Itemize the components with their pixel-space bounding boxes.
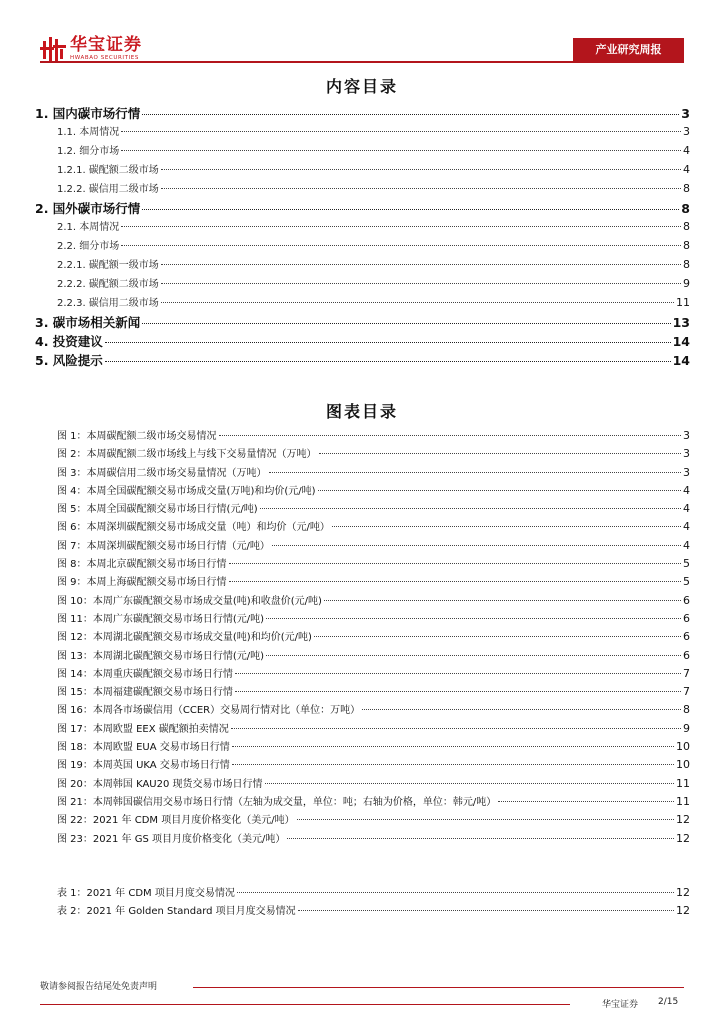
toc-entry-page: 8 (681, 201, 690, 216)
toc-entry-label: 2. 国外碳市场行情 (35, 201, 141, 216)
dot-leader (332, 526, 681, 527)
figure-entry-label: 图 5：本周全国碳配额交易市场日行情(元/吨) (57, 504, 258, 516)
toc-entry-page: 13 (672, 315, 690, 330)
figure-entry-label: 图 16：本周各市场碳信用（CCER）交易周行情对比（单位：万吨） (57, 705, 361, 717)
toc-entry-label: 2.2. 细分市场 (57, 241, 120, 252)
figure-entry-page: 9 (683, 721, 690, 735)
dot-leader (498, 801, 674, 802)
table-entry-label: 表 1：2021 年 CDM 项目月度交易情况 (57, 888, 235, 899)
figure-entry[interactable] (57, 647, 690, 665)
figure-entry[interactable] (57, 738, 690, 756)
figure-entry-page: 3 (683, 447, 690, 461)
figure-entry-page: 7 (683, 666, 690, 680)
dot-leader (161, 302, 674, 303)
figure-entry-label: 图 19：本周英国 UKA 交易市场日行情 (57, 760, 230, 772)
toc-entry-page: 4 (683, 144, 690, 157)
tables-list (57, 884, 690, 921)
figure-entry-page: 10 (676, 740, 690, 754)
table-entry[interactable] (57, 902, 690, 920)
dot-leader (231, 728, 681, 729)
toc-entry[interactable] (35, 237, 690, 256)
figure-entry[interactable] (57, 793, 690, 811)
figure-entry-page: 4 (683, 520, 690, 534)
dot-leader (287, 838, 674, 839)
logo-english-name: HWABAO SECURITIES (70, 55, 139, 61)
figure-entry[interactable] (57, 811, 690, 829)
toc-entry-label: 1.1. 本周情况 (57, 127, 120, 138)
figure-entry-label: 图 8：本周北京碳配额交易市场日行情 (57, 559, 227, 571)
toc-entry[interactable] (35, 180, 690, 199)
disclaimer-note: 敬请参阅报告结尾处免责声明 (40, 982, 158, 992)
toc-entry-page: 8 (683, 258, 690, 271)
figure-entry[interactable] (57, 500, 690, 518)
company-logo (40, 35, 142, 63)
dot-leader (232, 764, 674, 765)
figure-entry-page: 6 (683, 593, 690, 607)
toc-entry-label: 1.2.2. 碳信用二级市场 (57, 184, 159, 195)
figure-entry[interactable] (57, 830, 690, 848)
toc-entry-label: 1. 国内碳市场行情 (35, 106, 141, 121)
toc-entry[interactable] (35, 313, 690, 332)
dot-leader (235, 673, 681, 674)
dot-leader (121, 150, 681, 151)
figure-entry-page: 3 (683, 465, 690, 479)
toc-entry[interactable] (35, 256, 690, 275)
dot-leader (229, 581, 681, 582)
figure-entry-label: 图 22：2021 年 CDM 项目月度价格变化（美元/吨） (57, 815, 295, 827)
dot-leader (324, 600, 681, 601)
toc-entry-page: 9 (683, 277, 690, 290)
dot-leader (269, 472, 681, 473)
dot-leader (142, 323, 670, 324)
toc-entry-label: 3. 碳市场相关新闻 (35, 315, 141, 330)
figure-entry-label: 图 1：本周碳配额二级市场交易情况 (57, 431, 217, 442)
figure-entry[interactable] (57, 537, 690, 555)
figure-entry-label: 图 17：本周欧盟 EEX 碳配额拍卖情况 (57, 723, 229, 735)
dot-leader (142, 114, 679, 115)
figure-entry-label: 图 13：本周湖北碳配额交易市场日行情(元/吨) (57, 650, 265, 662)
figure-entry-label: 图 10：本周广东碳配额交易市场成交量(吨)和收盘价(元/吨) (57, 595, 322, 607)
figure-entry-page: 4 (683, 538, 690, 552)
contents-list (35, 104, 690, 370)
toc-entry-page: 8 (683, 182, 690, 195)
logo-chinese-name: 华宝证券 (70, 35, 142, 55)
toc-entry[interactable] (35, 275, 690, 294)
toc-entry-page: 14 (672, 353, 690, 368)
figure-entry[interactable] (57, 592, 690, 610)
dot-leader (266, 655, 681, 656)
figure-entry[interactable] (57, 427, 690, 445)
figure-entry-label: 图 11：本周广东碳配额交易市场日行情(元/吨) (57, 613, 265, 625)
figure-entry-page: 4 (683, 483, 690, 497)
toc-entry-label: 1.2.1. 碳配额二级市场 (57, 165, 159, 176)
dot-leader (161, 264, 681, 265)
toc-entry[interactable] (35, 161, 690, 180)
footer-divider (193, 987, 684, 988)
toc-entry-label: 2.2.1. 碳配额一级市场 (57, 260, 159, 271)
toc-entry-page: 14 (672, 334, 690, 349)
dot-leader (297, 819, 674, 820)
dot-leader (161, 169, 681, 170)
figure-entry-label: 图 6：本周深圳碳配额交易市场成交量（吨）和均价（元/吨） (57, 522, 330, 534)
dot-leader (232, 746, 674, 747)
figure-entry[interactable] (57, 720, 690, 738)
toc-entry-page: 11 (676, 296, 690, 309)
dot-leader (298, 910, 674, 911)
figure-entry-page: 8 (683, 703, 690, 717)
figure-entry-page: 10 (676, 758, 690, 772)
table-entry-page: 12 (676, 886, 690, 899)
figure-entry-label: 图 15：本周福建碳配额交易市场日行情 (57, 687, 233, 699)
dot-leader (237, 892, 674, 893)
figure-entry[interactable] (57, 756, 690, 774)
table-entry-label: 表 2：2021 年 Golden Standard 项目月度交易情况 (57, 906, 296, 918)
figure-entry-label: 图 9：本周上海碳配额交易市场日行情 (57, 577, 227, 589)
toc-entry-page: 3 (681, 106, 690, 121)
table-entry-page: 12 (676, 904, 690, 918)
figure-entry-page: 7 (683, 685, 690, 699)
toc-entry[interactable] (35, 104, 690, 123)
figure-entry[interactable] (57, 464, 690, 482)
figure-entry[interactable] (57, 683, 690, 701)
hwabao-logo-icon (40, 35, 66, 63)
toc-entry-page: 8 (683, 220, 690, 233)
dot-leader (219, 435, 681, 436)
dot-leader (235, 691, 681, 692)
figure-entry-page: 11 (676, 794, 690, 808)
dot-leader (319, 453, 681, 454)
page-number: 2/15 (658, 997, 679, 1007)
figure-entry-label: 图 7：本周深圳碳配额交易市场日行情（元/吨） (57, 540, 270, 552)
figure-entry-label: 图 23：2021 年 GS 项目月度价格变化（美元/吨） (57, 833, 286, 845)
figure-entry-page: 5 (683, 575, 690, 589)
figure-entry[interactable] (57, 628, 690, 646)
dot-leader (121, 245, 681, 246)
figure-entry[interactable] (57, 482, 690, 500)
figure-entry[interactable] (57, 518, 690, 536)
dot-leader (266, 618, 681, 619)
header-divider (40, 61, 684, 63)
figure-entry-page: 6 (683, 611, 690, 625)
dot-leader (161, 188, 681, 189)
figure-entry-page: 6 (683, 648, 690, 662)
page-header (0, 0, 724, 70)
figure-entry-label: 图 12：本周湖北碳配额交易市场成交量(吨)和均价(元/吨) (57, 632, 312, 644)
dot-leader (265, 783, 674, 784)
toc-entry[interactable] (35, 351, 690, 370)
figure-entry-label: 图 3：本周碳信用二级市场交易量情况（万吨） (57, 467, 267, 479)
toc-entry-page: 8 (683, 239, 690, 252)
toc-entry-label: 2.1. 本周情况 (57, 222, 120, 233)
figure-entry-label: 图 14：本周重庆碳配额交易市场日行情 (57, 668, 233, 680)
dot-leader (272, 545, 681, 546)
figure-entry[interactable] (57, 775, 690, 793)
figure-entry-label: 图 20：本周韩国 KAU20 现货交易市场日行情 (57, 778, 263, 790)
dot-leader (105, 342, 671, 343)
figure-entry-label: 图 2：本周碳配额二级市场线上与线下交易量情况（万吨） (57, 449, 317, 461)
figure-entry-page: 11 (676, 776, 690, 790)
toc-entry[interactable] (35, 142, 690, 161)
dot-leader (318, 490, 681, 491)
figure-entry-page: 12 (676, 813, 690, 827)
figure-entry-page: 12 (676, 831, 690, 845)
contents-title: 内容目录 (325, 77, 398, 96)
dot-leader (314, 636, 681, 637)
figure-entry-page: 4 (683, 502, 690, 516)
footer-brand: 华宝证券 (602, 1000, 639, 1010)
footer-bottom-divider (40, 1004, 570, 1005)
toc-entry[interactable] (35, 294, 690, 313)
figure-entry[interactable] (57, 445, 690, 463)
dot-leader (229, 563, 681, 564)
toc-entry-label: 1.2. 细分市场 (57, 146, 120, 157)
figure-entry-page: 3 (683, 429, 690, 442)
figure-entry[interactable] (57, 665, 690, 683)
figure-entry-label: 图 18：本周欧盟 EUA 交易市场日行情 (57, 742, 230, 754)
report-type-tag: 产业研究周报 (573, 38, 684, 61)
figure-entry[interactable] (57, 573, 690, 591)
figure-entry[interactable] (57, 555, 690, 573)
toc-entry-page: 4 (683, 163, 690, 176)
dot-leader (105, 361, 671, 362)
toc-entry[interactable] (35, 123, 690, 142)
toc-entry[interactable] (35, 199, 690, 218)
figure-entry-label: 图 4：本周全国碳配额交易市场成交量(万吨)和均价(元/吨) (57, 485, 316, 497)
dot-leader (121, 226, 681, 227)
toc-entry[interactable] (35, 218, 690, 237)
toc-entry-label: 2.2.2. 碳配额二级市场 (57, 279, 159, 290)
toc-entry-label: 4. 投资建议 (35, 334, 103, 349)
figure-entry-page: 6 (683, 630, 690, 644)
dot-leader (142, 209, 679, 210)
figure-entry-page: 5 (683, 557, 690, 571)
toc-entry-page: 3 (683, 125, 690, 138)
toc-entry-label: 5. 风险提示 (35, 353, 103, 368)
dot-leader (260, 508, 681, 509)
toc-entry-label: 2.2.3. 碳信用二级市场 (57, 298, 159, 309)
dot-leader (362, 709, 681, 710)
figure-entry[interactable] (57, 701, 690, 719)
figure-entry[interactable] (57, 610, 690, 628)
figures-title: 图表目录 (325, 402, 398, 421)
figures-list (57, 427, 690, 848)
table-entry[interactable] (57, 884, 690, 902)
figure-entry-label: 图 21：本周韩国碳信用交易市场日行情（左轴为成交量，单位：吨；右轴为价格，单位：韩元/吨） (57, 796, 497, 808)
toc-entry[interactable] (35, 332, 690, 351)
dot-leader (121, 131, 681, 132)
dot-leader (161, 283, 681, 284)
